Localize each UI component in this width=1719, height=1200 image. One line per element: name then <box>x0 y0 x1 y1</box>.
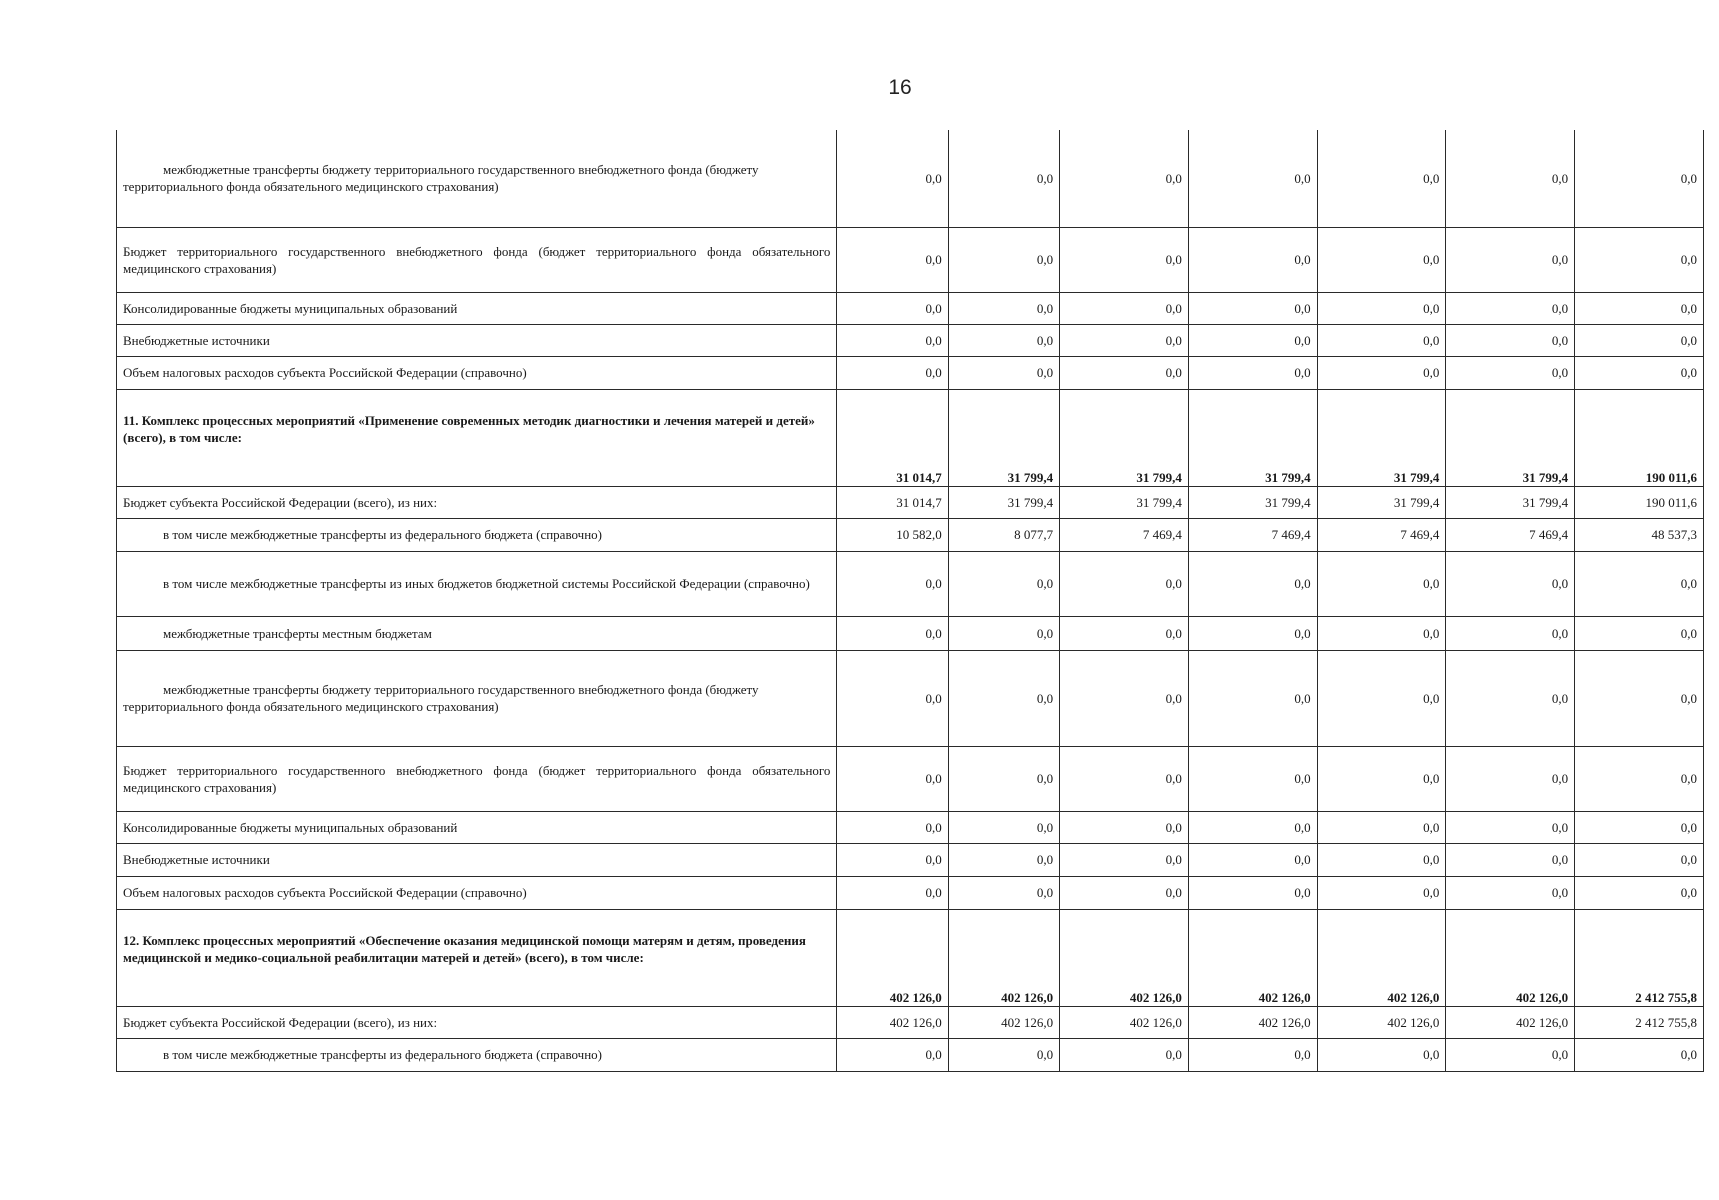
value-cell: 0,0 <box>1188 616 1317 650</box>
value-cell: 0,0 <box>1575 292 1704 324</box>
value-cell: 10 582,0 <box>837 518 948 551</box>
value-cell: 0,0 <box>1317 227 1446 292</box>
row-label: Внебюджетные источники <box>117 324 837 356</box>
value-cell: 0,0 <box>1188 843 1317 876</box>
table-row <box>117 1006 1704 1038</box>
value-cell: 0,0 <box>1060 356 1189 389</box>
value-cell: 402 126,0 <box>1060 909 1189 1006</box>
value-cell: 31 799,4 <box>948 486 1059 518</box>
row-label: в том числе межбюджетные трансферты из федерального бюджета (справочно) <box>117 518 837 551</box>
value-cell: 0,0 <box>1575 551 1704 616</box>
value-cell: 0,0 <box>1188 1038 1317 1071</box>
value-cell: 0,0 <box>837 843 948 876</box>
value-cell: 190 011,6 <box>1575 486 1704 518</box>
value-cell: 402 126,0 <box>1188 1006 1317 1038</box>
value-cell: 0,0 <box>1188 356 1317 389</box>
value-cell: 0,0 <box>1317 843 1446 876</box>
value-cell: 0,0 <box>1188 876 1317 909</box>
value-cell: 0,0 <box>948 130 1059 227</box>
value-cell: 0,0 <box>1446 1038 1575 1071</box>
value-cell: 31 799,4 <box>1446 389 1575 486</box>
value-cell: 0,0 <box>1188 650 1317 746</box>
value-cell: 0,0 <box>1446 746 1575 811</box>
row-label: Объем налоговых расходов субъекта Российской Федерации (справочно) <box>117 356 837 389</box>
value-cell: 31 799,4 <box>1060 389 1189 486</box>
value-cell: 31 799,4 <box>948 389 1059 486</box>
value-cell: 0,0 <box>1060 843 1189 876</box>
row-label: в том числе межбюджетные трансферты из федерального бюджета (справочно) <box>117 1038 837 1071</box>
row-label: межбюджетные трансферты бюджету территориального государственного внебюджетного фонда (бюджету территориального фонда обязательного медицинского страхования) <box>117 650 837 746</box>
value-cell: 0,0 <box>1575 843 1704 876</box>
value-cell: 0,0 <box>1575 130 1704 227</box>
value-cell: 0,0 <box>1446 843 1575 876</box>
value-cell: 0,0 <box>1188 811 1317 843</box>
value-cell: 0,0 <box>1317 130 1446 227</box>
table-row <box>117 130 1704 227</box>
section-header-row <box>117 909 1704 1006</box>
table-row <box>117 1038 1704 1071</box>
table-row <box>117 227 1704 292</box>
value-cell: 7 469,4 <box>1317 518 1446 551</box>
value-cell: 0,0 <box>1317 551 1446 616</box>
value-cell: 31 799,4 <box>1317 486 1446 518</box>
value-cell: 0,0 <box>1060 746 1189 811</box>
value-cell: 0,0 <box>1060 616 1189 650</box>
value-cell: 0,0 <box>837 1038 948 1071</box>
value-cell: 31 799,4 <box>1060 486 1189 518</box>
table-row <box>117 650 1704 746</box>
row-label: в том числе межбюджетные трансферты из иных бюджетов бюджетной системы Российской Федерации (справочно) <box>117 551 837 616</box>
value-cell: 0,0 <box>1060 650 1189 746</box>
value-cell: 0,0 <box>1575 650 1704 746</box>
value-cell: 402 126,0 <box>1317 909 1446 1006</box>
row-label: межбюджетные трансферты местным бюджетам <box>117 616 837 650</box>
value-cell: 402 126,0 <box>837 909 948 1006</box>
row-label: Бюджет субъекта Российской Федерации (всего), из них: <box>117 486 837 518</box>
table-row <box>117 486 1704 518</box>
value-cell: 0,0 <box>1060 292 1189 324</box>
value-cell: 0,0 <box>837 292 948 324</box>
table-row <box>117 292 1704 324</box>
value-cell: 31 799,4 <box>1188 389 1317 486</box>
value-cell: 0,0 <box>948 746 1059 811</box>
value-cell: 0,0 <box>837 616 948 650</box>
value-cell: 0,0 <box>1446 130 1575 227</box>
value-cell: 0,0 <box>837 551 948 616</box>
value-cell: 0,0 <box>1575 324 1704 356</box>
section-title: 12. Комплекс процессных мероприятий «Обеспечение оказания медицинской помощи матерям и детям, проведения медицинской и медико-социальной реабилитации матерей и детей» (всего), в том числе: <box>117 909 837 1006</box>
table-row <box>117 843 1704 876</box>
value-cell: 48 537,3 <box>1575 518 1704 551</box>
value-cell: 0,0 <box>1060 551 1189 616</box>
value-cell: 0,0 <box>837 746 948 811</box>
value-cell: 31 799,4 <box>1446 486 1575 518</box>
budget-table <box>116 130 1704 1072</box>
value-cell: 0,0 <box>837 356 948 389</box>
value-cell: 0,0 <box>1575 811 1704 843</box>
row-label: Консолидированные бюджеты муниципальных образований <box>117 811 837 843</box>
row-label: межбюджетные трансферты бюджету территориального государственного внебюджетного фонда (бюджету территориального фонда обязательного медицинского страхования) <box>117 130 837 227</box>
value-cell: 0,0 <box>1188 746 1317 811</box>
table-row <box>117 518 1704 551</box>
value-cell: 0,0 <box>948 650 1059 746</box>
value-cell: 0,0 <box>837 876 948 909</box>
value-cell: 0,0 <box>1060 1038 1189 1071</box>
value-cell: 0,0 <box>1446 227 1575 292</box>
value-cell: 31 799,4 <box>1188 486 1317 518</box>
value-cell: 0,0 <box>1060 876 1189 909</box>
value-cell: 0,0 <box>1575 356 1704 389</box>
value-cell: 7 469,4 <box>1188 518 1317 551</box>
value-cell: 0,0 <box>1446 292 1575 324</box>
value-cell: 31 014,7 <box>837 389 948 486</box>
value-cell: 0,0 <box>1188 227 1317 292</box>
value-cell: 0,0 <box>948 843 1059 876</box>
table-row <box>117 811 1704 843</box>
value-cell: 402 126,0 <box>1446 909 1575 1006</box>
value-cell: 402 126,0 <box>948 1006 1059 1038</box>
value-cell: 0,0 <box>837 227 948 292</box>
value-cell: 0,0 <box>1575 227 1704 292</box>
value-cell: 0,0 <box>1317 1038 1446 1071</box>
value-cell: 0,0 <box>1446 324 1575 356</box>
value-cell: 0,0 <box>948 324 1059 356</box>
table-row <box>117 876 1704 909</box>
value-cell: 402 126,0 <box>1060 1006 1189 1038</box>
value-cell: 0,0 <box>1446 616 1575 650</box>
value-cell: 0,0 <box>1188 292 1317 324</box>
value-cell: 0,0 <box>1575 876 1704 909</box>
row-label: Бюджет субъекта Российской Федерации (всего), из них: <box>117 1006 837 1038</box>
section-title: 11. Комплекс процессных мероприятий «Применение современных методик диагностики и лечения матерей и детей» (всего), в том числе: <box>117 389 837 486</box>
value-cell: 402 126,0 <box>1446 1006 1575 1038</box>
value-cell: 402 126,0 <box>837 1006 948 1038</box>
value-cell: 0,0 <box>948 876 1059 909</box>
value-cell: 0,0 <box>1575 616 1704 650</box>
value-cell: 0,0 <box>948 551 1059 616</box>
value-cell: 0,0 <box>1188 324 1317 356</box>
value-cell: 0,0 <box>948 1038 1059 1071</box>
value-cell: 2 412 755,8 <box>1575 1006 1704 1038</box>
row-label: Объем налоговых расходов субъекта Российской Федерации (справочно) <box>117 876 837 909</box>
value-cell: 0,0 <box>1575 1038 1704 1071</box>
value-cell: 0,0 <box>1060 811 1189 843</box>
table-row <box>117 356 1704 389</box>
value-cell: 0,0 <box>1317 650 1446 746</box>
value-cell: 0,0 <box>837 130 948 227</box>
value-cell: 0,0 <box>1317 356 1446 389</box>
value-cell: 7 469,4 <box>1446 518 1575 551</box>
value-cell: 0,0 <box>1446 356 1575 389</box>
value-cell: 0,0 <box>1060 227 1189 292</box>
section-header-row <box>117 389 1704 486</box>
value-cell: 0,0 <box>948 811 1059 843</box>
row-label: Бюджет территориального государственного внебюджетного фонда (бюджет территориального фонда обязательного медицинского страхования) <box>117 227 837 292</box>
value-cell: 0,0 <box>1060 324 1189 356</box>
value-cell: 0,0 <box>1575 746 1704 811</box>
value-cell: 0,0 <box>948 356 1059 389</box>
value-cell: 0,0 <box>837 650 948 746</box>
value-cell: 402 126,0 <box>948 909 1059 1006</box>
value-cell: 0,0 <box>1446 811 1575 843</box>
value-cell: 0,0 <box>1317 876 1446 909</box>
value-cell: 31 014,7 <box>837 486 948 518</box>
value-cell: 0,0 <box>837 324 948 356</box>
value-cell: 402 126,0 <box>1317 1006 1446 1038</box>
value-cell: 0,0 <box>1317 292 1446 324</box>
value-cell: 0,0 <box>1446 650 1575 746</box>
value-cell: 0,0 <box>948 616 1059 650</box>
row-label: Консолидированные бюджеты муниципальных образований <box>117 292 837 324</box>
value-cell: 0,0 <box>1317 324 1446 356</box>
value-cell: 0,0 <box>1188 130 1317 227</box>
value-cell: 2 412 755,8 <box>1575 909 1704 1006</box>
value-cell: 0,0 <box>837 811 948 843</box>
table-row <box>117 324 1704 356</box>
value-cell: 0,0 <box>1317 746 1446 811</box>
value-cell: 0,0 <box>1060 130 1189 227</box>
row-label: Внебюджетные источники <box>117 843 837 876</box>
value-cell: 0,0 <box>1188 551 1317 616</box>
value-cell: 0,0 <box>1317 616 1446 650</box>
value-cell: 190 011,6 <box>1575 389 1704 486</box>
value-cell: 8 077,7 <box>948 518 1059 551</box>
row-label: Бюджет территориального государственного внебюджетного фонда (бюджет территориального фонда обязательного медицинского страхования) <box>117 746 837 811</box>
table-row <box>117 746 1704 811</box>
value-cell: 31 799,4 <box>1317 389 1446 486</box>
value-cell: 0,0 <box>948 227 1059 292</box>
value-cell: 0,0 <box>1446 551 1575 616</box>
value-cell: 0,0 <box>948 292 1059 324</box>
page-number: 16 <box>888 76 912 99</box>
value-cell: 0,0 <box>1446 876 1575 909</box>
value-cell: 0,0 <box>1317 811 1446 843</box>
value-cell: 402 126,0 <box>1188 909 1317 1006</box>
table-row <box>117 616 1704 650</box>
value-cell: 7 469,4 <box>1060 518 1189 551</box>
table-row <box>117 551 1704 616</box>
